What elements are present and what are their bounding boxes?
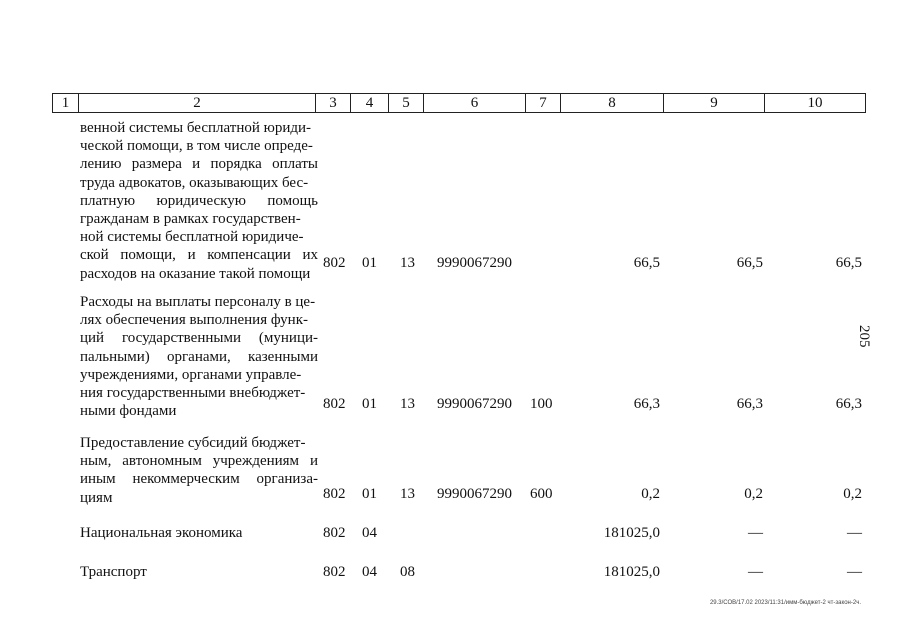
column-header-10: 10 — [765, 94, 866, 113]
cell-ministry-code: 802 — [323, 564, 346, 580]
description-line: ской помощи, и компенсации их — [80, 247, 318, 264]
cell-amount-col10: 0,2 — [843, 486, 862, 502]
cell-amount-col10: 66,3 — [835, 396, 862, 412]
cell-ministry-code: 802 — [323, 525, 346, 541]
description-line: лению размера и порядка оплаты — [80, 156, 318, 173]
description-line: гражданам в рамках государствен- — [80, 211, 301, 228]
cell-ministry-code: 802 — [323, 396, 346, 412]
cell-amount-col8: 66,5 — [633, 255, 660, 271]
cell-subsection: 08 — [400, 564, 415, 580]
footer-document-code: 29.3/СОВ/17.02 2023/11:31/имм-бюджет-2 чт-закон-2ч. — [709, 600, 861, 606]
description-line: ций государственными (муници- — [80, 330, 318, 347]
description-line: Предоставление субсидий бюджет- — [80, 435, 306, 451]
cell-target-item: 9990067290 — [437, 486, 512, 502]
cell-section: 04 — [362, 525, 377, 541]
description-line: учреждениями, органами управле- — [80, 366, 302, 383]
cell-amount-col10: 66,5 — [835, 255, 862, 271]
row-description — [80, 563, 318, 581]
description-line: венной системы бесплатной юриди- — [80, 120, 312, 136]
cell-amount-col8: 181025,0 — [603, 564, 660, 580]
cell-ministry-code: 802 — [323, 255, 346, 271]
cell-amount-col9: 66,3 — [736, 396, 763, 412]
cell-target-item: 9990067290 — [437, 396, 512, 412]
cell-amount-col8: 181025,0 — [603, 525, 660, 541]
cell-expense-type: 100 — [530, 396, 553, 412]
column-header-table — [52, 93, 866, 113]
cell-section: 01 — [362, 255, 377, 271]
row-description — [80, 293, 318, 420]
cell-amount-col9: 66,5 — [736, 255, 763, 271]
description-line: ческой помощи, в том числе опреде- — [80, 138, 313, 155]
cell-ministry-code: 802 — [323, 486, 346, 502]
column-header-9: 9 — [664, 94, 765, 113]
column-header-1: 1 — [53, 94, 79, 113]
row-description — [80, 524, 318, 542]
description-line: ния государственными внебюджет- — [80, 385, 306, 402]
cell-subsection: 13 — [400, 486, 415, 502]
cell-amount-col9: — — [748, 525, 763, 541]
cell-expense-type: 600 — [530, 486, 553, 502]
column-header-2: 2 — [79, 94, 316, 113]
description-line: платную юридическую помощь — [80, 192, 318, 209]
cell-amount-col9: — — [748, 564, 763, 580]
cell-section: 01 — [362, 486, 377, 502]
description-line: Расходы на выплаты персоналу в це- — [80, 294, 316, 310]
cell-subsection: 13 — [400, 255, 415, 271]
description-line: циям — [80, 489, 113, 506]
column-header-5: 5 — [389, 94, 424, 113]
cell-section: 01 — [362, 396, 377, 412]
row-description — [80, 434, 318, 507]
description-line: пальными) органами, казенными — [80, 348, 318, 365]
description-line: труда адвокатов, оказывающих бес- — [80, 174, 309, 191]
description-line: иным некоммерческим организа- — [80, 471, 318, 488]
description-line: расходов на оказание такой помощи — [80, 265, 311, 282]
page-number: 205 — [856, 325, 872, 348]
cell-amount-col10: — — [847, 525, 862, 541]
description-line: ной системы бесплатной юридиче- — [80, 229, 304, 246]
cell-subsection: 13 — [400, 396, 415, 412]
column-header-8: 8 — [561, 94, 664, 113]
cell-section: 04 — [362, 564, 377, 580]
cell-target-item: 9990067290 — [437, 255, 512, 271]
column-header-4: 4 — [351, 94, 389, 113]
cell-amount-col8: 0,2 — [641, 486, 660, 502]
column-header-3: 3 — [316, 94, 351, 113]
description-line: ными фондами — [80, 403, 177, 420]
description-line: Национальная экономика — [80, 525, 243, 541]
description-line: лях обеспечения выполнения функ- — [80, 312, 308, 329]
cell-amount-col10: — — [847, 564, 862, 580]
column-header-6: 6 — [424, 94, 526, 113]
cell-amount-col9: 0,2 — [744, 486, 763, 502]
cell-amount-col8: 66,3 — [633, 396, 660, 412]
description-line: ным, автономным учреждениям и — [80, 453, 318, 470]
row-description — [80, 119, 318, 283]
column-header-7: 7 — [526, 94, 561, 113]
description-line: Транспорт — [80, 564, 147, 580]
